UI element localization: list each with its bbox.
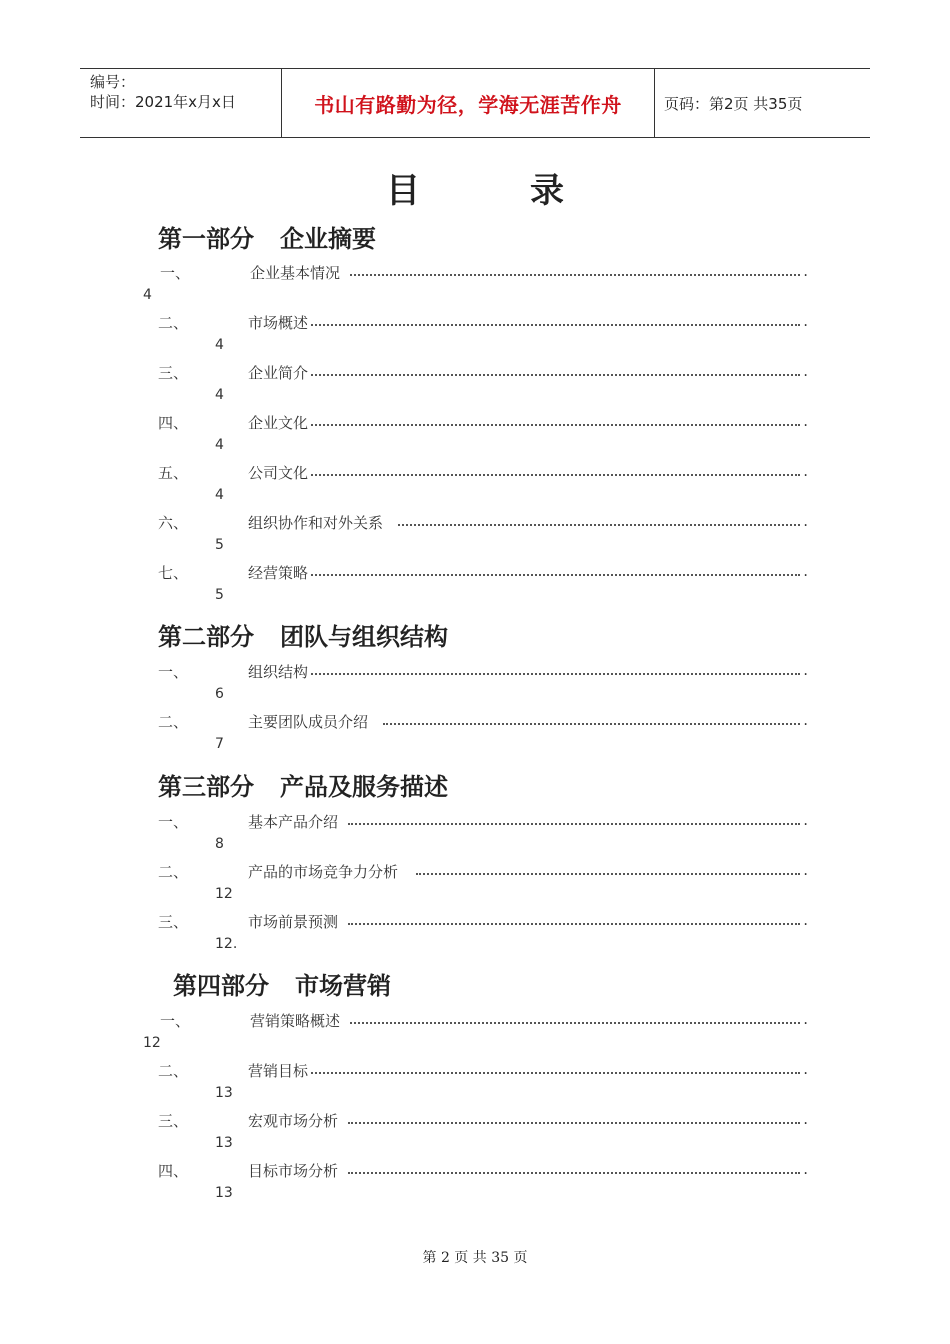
entry-title: 企业简介 — [248, 364, 309, 382]
serial-label: 编号： — [90, 73, 136, 91]
header-page-cell — [654, 69, 870, 137]
entry-title: 市场概述 — [248, 314, 309, 332]
header-left-cell — [80, 69, 280, 137]
part-name: 市场营销 — [295, 972, 391, 1000]
entry-page: 13 — [215, 1135, 233, 1151]
leader-end: . — [803, 1110, 808, 1128]
toc-entry[interactable] — [158, 462, 810, 482]
toc-entry[interactable] — [158, 412, 810, 432]
leader-dots — [383, 723, 800, 725]
leader-end: . — [803, 462, 808, 480]
entry-number: 五、 — [158, 464, 189, 482]
entry-page: 8 — [215, 836, 224, 852]
leader-dots — [308, 1072, 800, 1074]
entry-title: 产品的市场竞争力分析 — [248, 863, 399, 881]
toc-title: 目录 — [386, 171, 674, 211]
toc-part-1[interactable] — [158, 219, 376, 254]
leader-end: . — [803, 512, 808, 530]
entry-title: 营销目标 — [248, 1062, 309, 1080]
motto-text: 书山有路勤为径，学海无涯苦作舟 — [314, 92, 622, 117]
part-name: 团队与组织结构 — [280, 623, 448, 651]
toc-entry[interactable] — [158, 911, 810, 931]
toc-part-3[interactable] — [158, 767, 448, 802]
toc-part-4[interactable] — [173, 966, 391, 1001]
entry-title: 经营策略 — [248, 564, 309, 582]
entry-title: 公司文化 — [248, 464, 309, 482]
part-name: 产品及服务描述 — [280, 773, 448, 801]
entry-number: 七、 — [158, 564, 189, 582]
leader-dots — [348, 1172, 800, 1174]
entry-number: 四、 — [158, 414, 189, 432]
entry-page: 4 — [143, 287, 152, 303]
toc-entry[interactable] — [158, 661, 810, 681]
part-name: 企业摘要 — [280, 225, 376, 253]
leader-dots — [348, 823, 800, 825]
entry-page: 12 — [143, 1035, 161, 1051]
leader-end: . — [803, 562, 808, 580]
entry-page: 4 — [215, 437, 224, 453]
entry-number: 二、 — [158, 713, 189, 731]
leader-dots — [308, 374, 800, 376]
leader-end: . — [803, 811, 808, 829]
leader-end: . — [803, 861, 808, 879]
leader-end: . — [803, 661, 808, 679]
entry-number: 四、 — [158, 1162, 189, 1180]
leader-dots — [348, 1122, 800, 1124]
entry-page: 12. — [215, 936, 238, 952]
toc-entry[interactable] — [158, 1110, 810, 1130]
part-number: 第三部分 — [158, 773, 254, 801]
leader-dots — [416, 873, 800, 875]
leader-dots — [348, 923, 800, 925]
entry-number: 三、 — [158, 364, 189, 382]
entry-page: 13 — [215, 1185, 233, 1201]
entry-title: 宏观市场分析 — [248, 1112, 339, 1130]
entry-page: 6 — [215, 686, 224, 702]
leader-end: . — [803, 362, 808, 380]
toc-entry[interactable] — [158, 312, 810, 332]
part-number: 第四部分 — [173, 972, 269, 1000]
leader-dots — [308, 424, 800, 426]
entry-page: 5 — [215, 587, 224, 603]
leader-end: . — [803, 312, 808, 330]
leader-end: . — [803, 412, 808, 430]
toc-entry[interactable] — [160, 262, 810, 282]
leader-dots — [308, 324, 800, 326]
leader-dots — [308, 574, 800, 576]
leader-end: . — [803, 711, 808, 729]
leader-end: . — [803, 1160, 808, 1178]
leader-end: . — [803, 262, 808, 280]
entry-number: 一、 — [160, 264, 191, 282]
entry-title: 企业文化 — [248, 414, 309, 432]
toc-entry[interactable] — [158, 811, 810, 831]
toc-entry[interactable] — [158, 362, 810, 382]
time-label: 时间：2021年x月x日 — [90, 93, 236, 111]
header-motto-cell — [281, 69, 655, 137]
entry-title: 企业基本情况 — [250, 264, 341, 282]
entry-page: 7 — [215, 736, 224, 752]
leader-dots — [350, 274, 800, 276]
page-header — [80, 68, 870, 138]
leader-dots — [308, 474, 800, 476]
entry-title: 目标市场分析 — [248, 1162, 339, 1180]
entry-title: 营销策略概述 — [250, 1012, 341, 1030]
entry-title: 组织结构 — [248, 663, 309, 681]
entry-page: 13 — [215, 1085, 233, 1101]
entry-number: 六、 — [158, 514, 189, 532]
part-number: 第一部分 — [158, 225, 254, 253]
entry-page: 5 — [215, 537, 224, 553]
leader-end: . — [803, 1060, 808, 1078]
entry-page: 4 — [215, 487, 224, 503]
toc-entry[interactable] — [158, 512, 810, 532]
toc-entry[interactable] — [158, 1160, 810, 1180]
toc-entry[interactable] — [158, 1060, 810, 1080]
entry-title: 市场前景预测 — [248, 913, 339, 931]
toc-entry[interactable] — [160, 1010, 810, 1030]
entry-number: 三、 — [158, 1112, 189, 1130]
leader-end: . — [803, 911, 808, 929]
entry-page: 4 — [215, 337, 224, 353]
leader-dots — [308, 673, 800, 675]
toc-entry[interactable] — [158, 861, 810, 881]
part-number: 第二部分 — [158, 623, 254, 651]
entry-page: 4 — [215, 387, 224, 403]
entry-title: 主要团队成员介绍 — [248, 713, 369, 731]
entry-number: 一、 — [160, 1012, 191, 1030]
entry-title: 组织协作和对外关系 — [248, 514, 384, 532]
header-page-info: 页码：第2页 共35页 — [664, 94, 803, 113]
leader-dots — [350, 1022, 800, 1024]
entry-number: 三、 — [158, 913, 189, 931]
toc-part-2[interactable] — [158, 617, 448, 652]
entry-number: 二、 — [158, 314, 189, 332]
entry-page: 12 — [215, 886, 233, 902]
entry-title: 基本产品介绍 — [248, 813, 339, 831]
leader-dots — [398, 524, 800, 526]
entry-number: 二、 — [158, 863, 189, 881]
entry-number: 二、 — [158, 1062, 189, 1080]
toc-entry[interactable] — [158, 562, 810, 582]
toc-entry[interactable] — [158, 711, 810, 731]
page-footer: 第 2 页 共 35 页 — [422, 1250, 528, 1266]
entry-number: 一、 — [158, 663, 189, 681]
entry-number: 一、 — [158, 813, 189, 831]
leader-end: . — [803, 1010, 808, 1028]
